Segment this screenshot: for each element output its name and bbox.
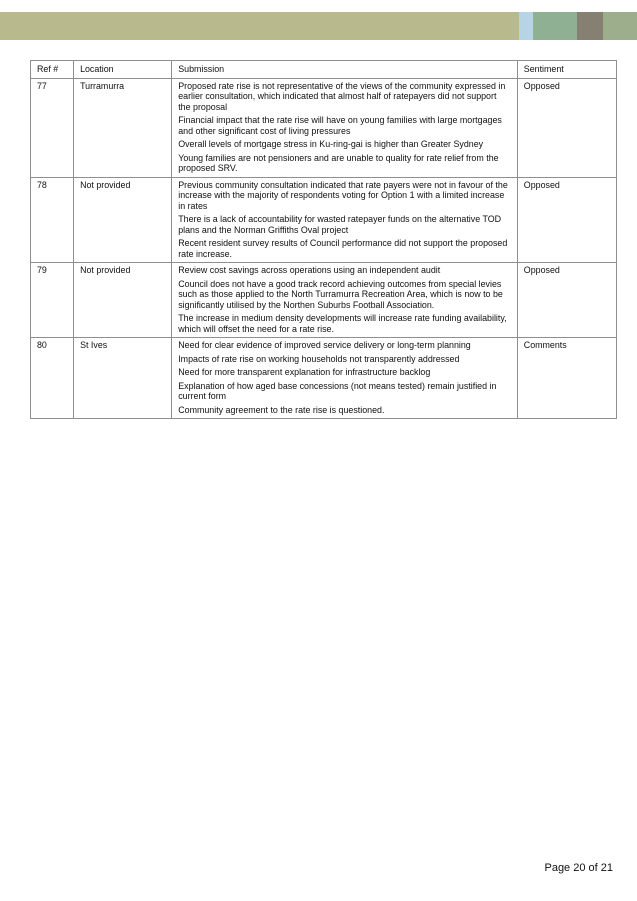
cell-submission — [172, 177, 518, 263]
submission-point: Proposed rate rise is not representative of the views of the community expressed in earlier consultation, which indicated that almost half of ratepayers did not support the proposal — [178, 80, 506, 112]
submission-point: Overall levels of mortgage stress in Ku-ring-gai is higher than Greater Sydney — [178, 139, 484, 149]
cell-sentiment: Comments — [517, 338, 616, 419]
submission-point: Recent resident survey results of Council performance did not support the proposed rate increase. — [178, 238, 508, 259]
submissions-table — [30, 60, 617, 419]
cell-ref: 78 — [31, 177, 74, 263]
cell-ref: 77 — [31, 78, 74, 177]
header-band — [0, 12, 637, 40]
cell-ref: 79 — [31, 263, 74, 338]
header-ref: Ref # — [31, 61, 74, 79]
cell-location: St Ives — [74, 338, 172, 419]
submission-point: Financial impact that the rate rise will have on young families with large mortgages and other significant cost of living pressures — [178, 115, 502, 136]
submission-point: Previous community consultation indicated that rate payers were not in favour of the increase with the majority of respondents voting for Option 1 with a limited increase in rates — [178, 179, 508, 211]
table-row — [31, 263, 617, 338]
cell-sentiment: Opposed — [517, 78, 616, 177]
cell-location: Turramurra — [74, 78, 172, 177]
submission-point: Need for more transparent explanation for infrastructure backlog — [178, 367, 431, 377]
header-accent-block — [519, 12, 533, 40]
page-number: Page 20 of 21 — [544, 862, 613, 874]
submission-point: Young families are not pensioners and are unable to quality for rate relief from the proposed SRV. — [178, 152, 499, 173]
cell-sentiment: Opposed — [517, 263, 616, 338]
submission-point: Impacts of rate rise on working households not transparently addressed — [178, 353, 460, 364]
header-accent-block — [577, 12, 603, 40]
cell-sentiment: Opposed — [517, 177, 616, 263]
header-accent-block — [533, 12, 577, 40]
cell-submission — [172, 263, 518, 338]
submission-point: Need for clear evidence of improved service delivery or long-term planning — [178, 340, 471, 350]
header-sentiment: Sentiment — [517, 61, 616, 79]
submission-point: The increase in medium density developments will increase rate funding availability, which will offset the need for a rate rise. — [178, 313, 507, 334]
cell-location: Not provided — [74, 263, 172, 338]
cell-submission — [172, 78, 518, 177]
header-location: Location — [74, 61, 172, 79]
submission-point: Explanation of how aged base concessions (not means tested) remain justified in current form — [178, 380, 497, 401]
table-row — [31, 177, 617, 263]
cell-ref: 80 — [31, 338, 74, 419]
header-accent-block — [603, 12, 637, 40]
cell-location: Not provided — [74, 177, 172, 263]
cell-submission — [172, 338, 518, 419]
submission-point: Review cost savings across operations using an independent audit — [178, 265, 441, 275]
submission-point: There is a lack of accountability for wasted ratepayer funds on the alternative TOD plans and the Norman Griffiths Oval project — [178, 214, 502, 235]
header-submission: Submission — [172, 61, 518, 79]
submission-point: Community agreement to the rate rise is questioned. — [178, 404, 385, 415]
table-header-row — [31, 61, 617, 79]
submission-point: Council does not have a good track record achieving outcomes from special levies such as those applied to the North Turramurra Recreation Area, which is now to be significantly utilised by the Northen Suburbs Football Association. — [178, 278, 503, 310]
table-row — [31, 78, 617, 177]
table-row — [31, 338, 617, 419]
